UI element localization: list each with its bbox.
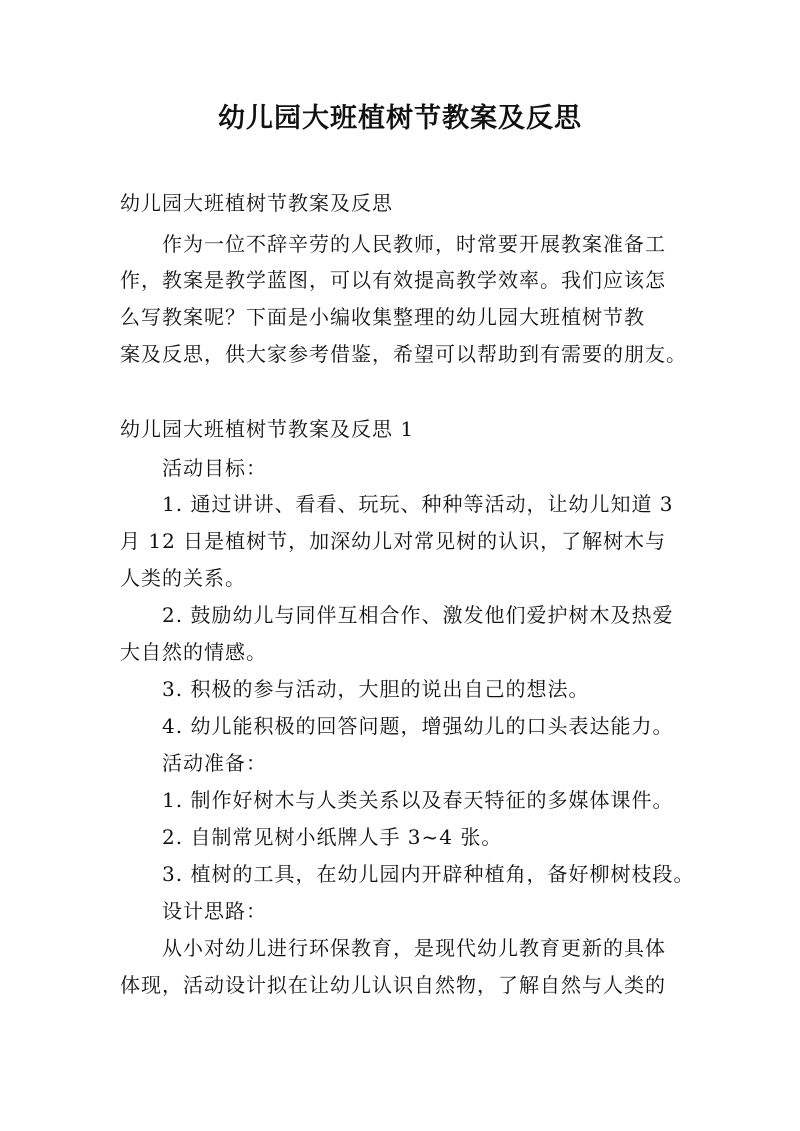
paragraph-line: 作，教案是教学蓝图，可以有效提高教学效率。我们应该怎 — [120, 268, 666, 292]
paragraph-line: 1. 制作好树木与人类关系以及春天特征的多媒体课件。 — [162, 788, 674, 812]
subheading-line: 设计思路： — [162, 899, 267, 923]
paragraph-line: 4. 幼儿能积极的回答问题，增强幼儿的口头表达能力。 — [162, 714, 674, 738]
paragraph-line: 人类的关系。 — [120, 566, 246, 590]
paragraph-line: 2. 自制常见树小纸牌人手 3~4 张。 — [162, 825, 503, 849]
paragraph-line: 么写教案呢？下面是小编收集整理的幼儿园大班植树节教 — [120, 305, 645, 329]
paragraph-line: 月 12 日是植树节，加深幼儿对常见树的认识，了解树木与 — [120, 529, 667, 553]
subheading-line: 活动目标： — [162, 456, 267, 480]
paragraph-line: 案及反思，供大家参考借鉴，希望可以帮助到有需要的朋友。 — [120, 342, 687, 366]
paragraph-line: 3. 植树的工具，在幼儿园内开辟种植角，备好柳树枝段。 — [162, 862, 695, 886]
document-title: 幼儿园大班植树节教案及反思 — [218, 103, 582, 134]
paragraph-line: 体现，活动设计拟在让幼儿认识自然物，了解自然与人类的 — [120, 973, 666, 997]
section-heading: 幼儿园大班植树节教案及反思 1 — [120, 417, 415, 441]
paragraph-line: 3. 积极的参与活动，大胆的说出自己的想法。 — [162, 677, 590, 701]
paragraph-line: 作为一位不辞辛劳的人民教师，时常要开展教案准备工 — [162, 232, 666, 256]
paragraph-line: 2. 鼓励幼儿与同伴互相合作、激发他们爱护树木及热爱 — [162, 603, 674, 627]
paragraph-line: 大自然的情感。 — [120, 640, 267, 664]
section-heading: 幼儿园大班植树节教案及反思 — [120, 191, 393, 215]
subheading-line: 活动准备： — [162, 751, 267, 775]
paragraph-line: 1. 通过讲讲、看看、玩玩、种种等活动，让幼儿知道 3 — [162, 492, 674, 516]
paragraph-line: 从小对幼儿进行环保教育，是现代幼儿教育更新的具体 — [162, 936, 666, 960]
